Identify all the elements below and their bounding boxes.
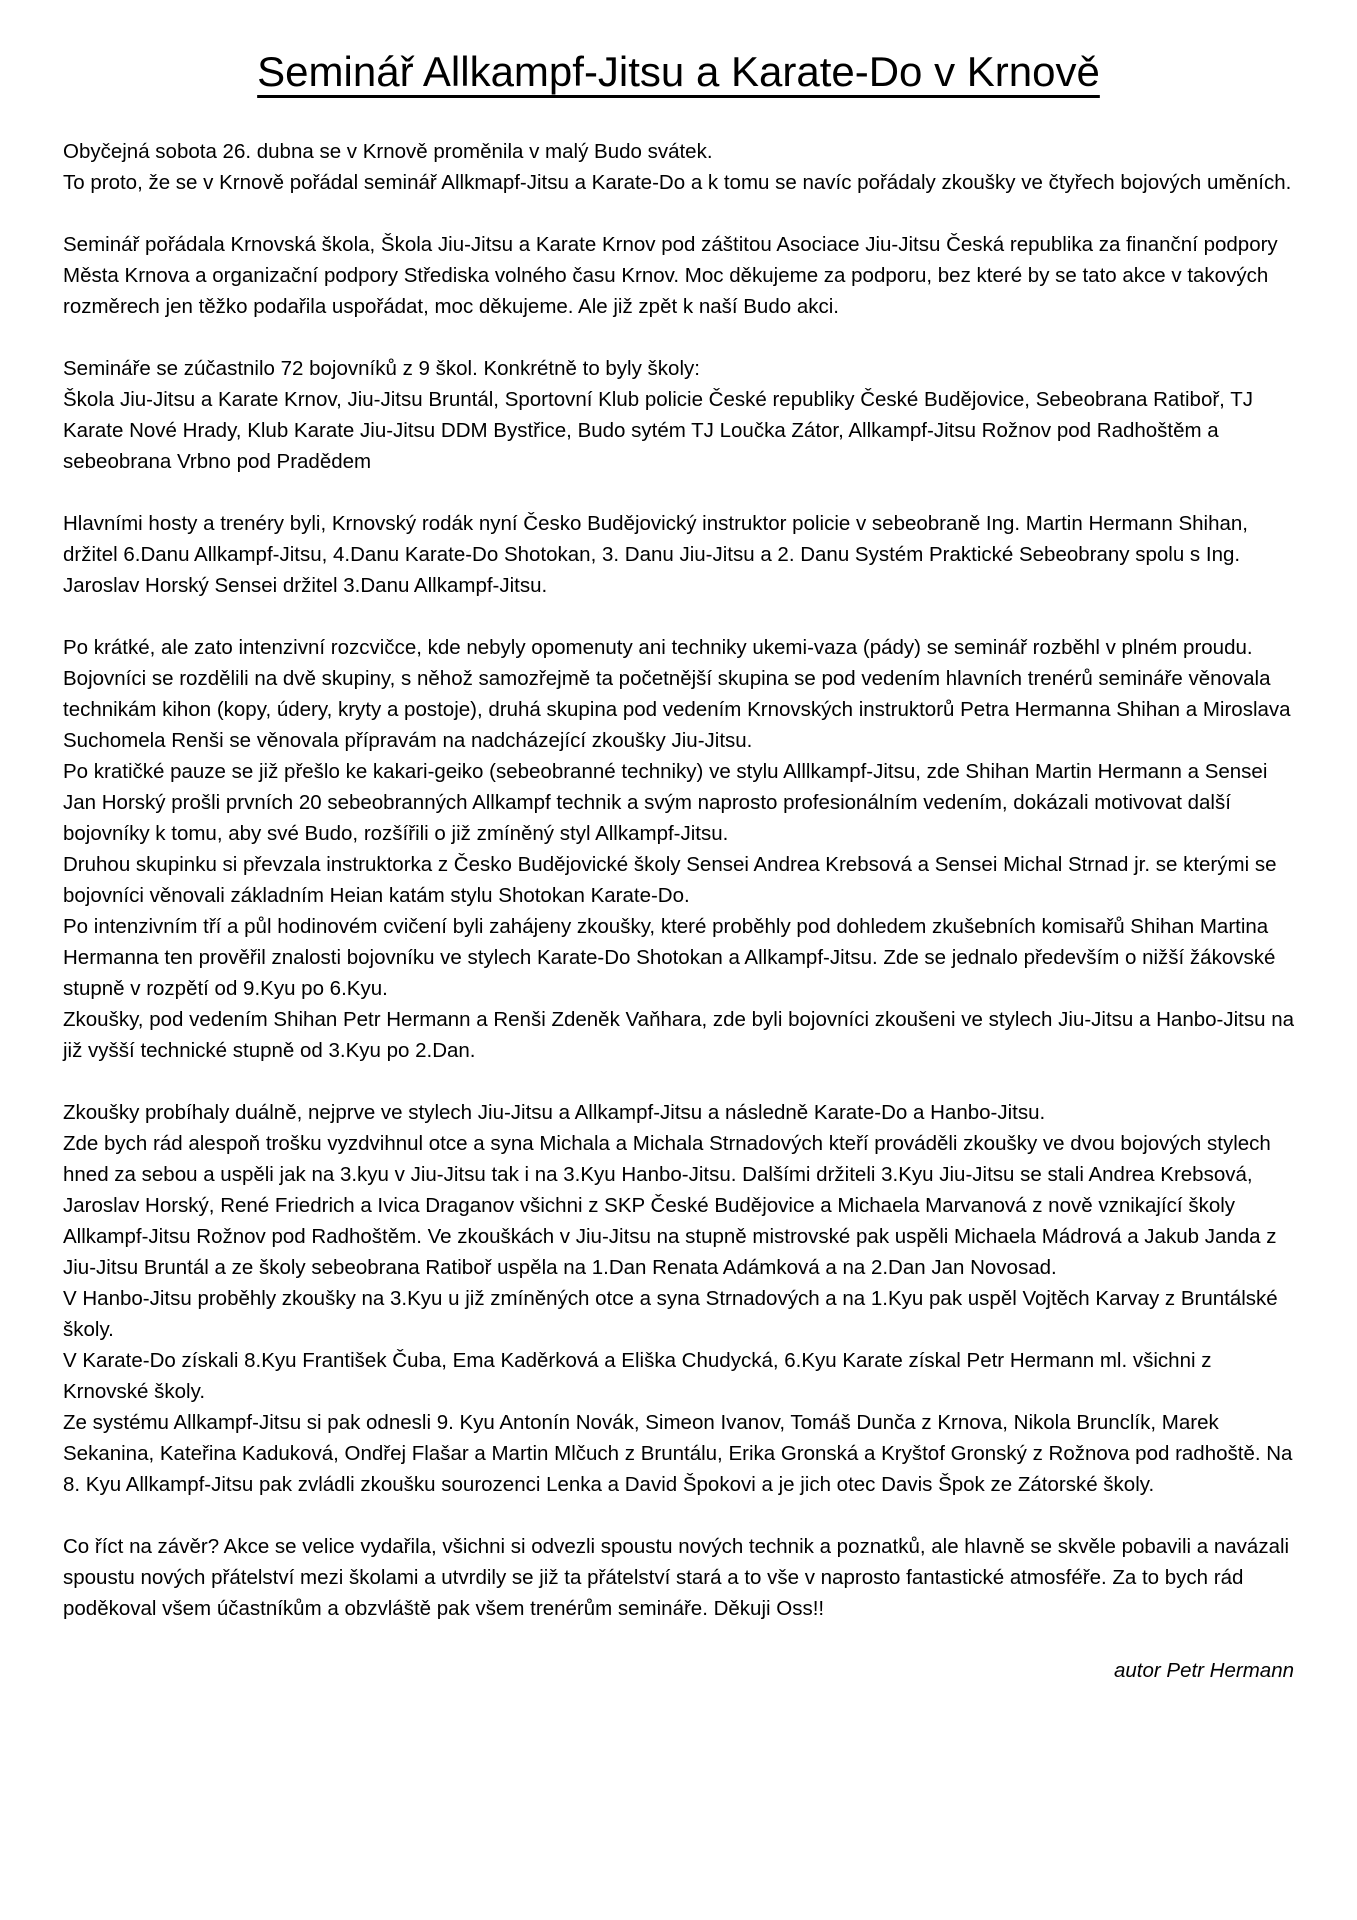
paragraph (63, 1097, 1294, 1500)
paragraph (63, 353, 1294, 477)
paragraph-line: Co říct na závěr? Akce se velice vydařila, všichni si odvezli spoustu nových technik a poznatků, ale hlavně se skvěle pobavili a navázali spoustu nových přátelství mezi školami a utvrdily se již ta přátelství stará a to vše v naprosto fantastické atmosféře. Za to bych rád poděkoval všem účastníkům a obzvláště pak všem trenérům semináře. Děkuji Oss!! (63, 1535, 1290, 1620)
paragraph-line: Po krátké, ale zato intenzivní rozcvičce, kde nebyly opomenuty ani techniky ukemi-vaza (pády) se seminář rozběhl v plném proudu. Bojovníci se rozdělili na dvě skupiny, s něhož samozřejmě ta početnější skupina se pod vedením hlavních trenérů semináře věnovala technikám kihon (kopy, údery, kryty a postoje), druhá skupina pod vedením Krnovských instruktorů Petra Hermanna Shihan a Miroslava Suchomela Renši se věnovala přípravám na nadcházející zkoušky Jiu-Jitsu. (63, 636, 1291, 752)
paragraph-line: Zde bych rád alespoň trošku vyzdvihnul otce a syna Michala a Michala Strnadových kteří prováděli zkoušky ve dvou bojových stylech hned za sebou a uspěli jak na 3.kyu v Jiu-Jitsu tak i na 3.Kyu Hanbo-Jitsu. Dalšími držiteli 3.Kyu Jiu-Jitsu se stali Andrea Krebsová, Jaroslav Horský, René Friedrich a Ivica Draganov všichni z SKP České Budějovice a Michaela Marvanová z nově vznikající školy Allkampf-Jitsu Rožnov pod Radhoštěm. Ve zkouškách v Jiu-Jitsu na stupně mistrovské pak uspěli Michaela Mádrová a Jakub Janda z Jiu-Jitsu Bruntál a ze školy sebeobrana Ratiboř uspěla na 1.Dan Renata Adámková a na 2.Dan Jan Novosad. (63, 1132, 1277, 1279)
paragraph (63, 508, 1294, 601)
paragraph-line: Po kratičké pauze se již přešlo ke kakari-geiko (sebeobranné techniky) ve stylu Alllkampf-Jitsu, zde Shihan Martin Hermann a Sensei Jan Horský prošli prvních 20 sebeobranných Allkampf technik a svým naprosto profesionálním vedením, dokázali motivovat další bojovníky k tomu, aby své Budo, rozšířili o již zmíněný styl Allkampf-Jitsu. (63, 760, 1268, 845)
paragraph (63, 1531, 1294, 1624)
paragraph-line: Zkoušky, pod vedením Shihan Petr Hermann a Renši Zdeněk Vaňhara, zde byli bojovníci zkoušeni ve stylech Jiu-Jitsu a Hanbo-Jitsu na již vyšší technické stupně od 3.Kyu po 2.Dan. (63, 1008, 1295, 1062)
paragraph (63, 229, 1294, 322)
paragraph (63, 632, 1294, 1066)
paragraph-line: Semináře se zúčastnilo 72 bojovníků z 9 škol. Konkrétně to byly školy: (63, 357, 700, 380)
document-paragraphs (63, 136, 1294, 1624)
paragraph-line: To proto, že se v Krnově pořádal seminář Allkmapf-Jitsu a Karate-Do a k tomu se navíc pořádaly zkoušky ve čtyřech bojových uměních. (63, 171, 1292, 194)
author-credit: autor Petr Hermann (1113, 1659, 1294, 1682)
paragraph-line: Seminář pořádala Krnovská škola, Škola Jiu-Jitsu a Karate Krnov pod záštitou Asociace Jiu-Jitsu Česká republika za finanční podpory Města Krnova a organizační podpory Střediska volného času Krnov. Moc děkujeme za podporu, bez které by se tato akce v takových rozměrech jen těžko podařila uspořádat, moc děkujeme. Ale již zpět k naší Budo akci. (63, 233, 1278, 318)
paragraph-line: Škola Jiu-Jitsu a Karate Krnov, Jiu-Jitsu Bruntál, Sportovní Klub policie České republiky České Budějovice, Sebeobrana Ratiboř, TJ Karate Nové Hrady, Klub Karate Jiu-Jitsu DDM Bystřice, Budo sytém TJ Loučka Zátor, Allkampf-Jitsu Rožnov pod Radhoštěm a sebeobrana Vrbno pod Pradědem (63, 388, 1253, 473)
document-title: Seminář Allkampf-Jitsu a Karate-Do v Krnově (257, 48, 1100, 95)
paragraph-line: V Karate-Do získali 8.Kyu František Čuba, Ema Kaděrková a Eliška Chudycká, 6.Kyu Karate získal Petr Hermann ml. všichni z Krnovské školy. (63, 1349, 1212, 1403)
paragraph-line: Po intenzivním tří a půl hodinovém cvičení byli zahájeny zkoušky, které proběhly pod dohledem zkušebních komisařů Shihan Martina Hermanna ten prověřil znalosti bojovníku ve stylech Karate-Do Shotokan a Allkampf-Jitsu. Zde se jednalo především o nižší žákovské stupně v rozpětí od 9.Kyu po 6.Kyu. (63, 915, 1276, 1000)
paragraph-line: Obyčejná sobota 26. dubna se v Krnově proměnila v malý Budo svátek. (63, 140, 713, 163)
paragraph-line: V Hanbo-Jitsu proběhly zkoušky na 3.Kyu u již zmíněných otce a syna Strnadových a na 1.Kyu pak uspěl Vojtěch Karvay z Bruntálské školy. (63, 1287, 1278, 1341)
paragraph-line: Druhou skupinku si převzala instruktorka z Česko Budějovické školy Sensei Andrea Krebsová a Sensei Michal Strnad jr. se kterými se bojovníci věnovali základním Heian katám stylu Shotokan Karate-Do. (63, 853, 1277, 907)
paragraph-line: Hlavními hosty a trenéry byli, Krnovský rodák nyní Česko Budějovický instruktor policie v sebeobraně Ing. Martin Hermann Shihan, držitel 6.Danu Allkampf-Jitsu, 4.Danu Karate-Do Shotokan, 3. Danu Jiu-Jitsu a 2. Danu Systém Praktické Sebeobrany spolu s Ing. Jaroslav Horský Sensei držitel 3.Danu Allkampf-Jitsu. (63, 512, 1248, 597)
paragraph (63, 136, 1294, 198)
paragraph-line: Ze systému Allkampf-Jitsu si pak odnesli 9. Kyu Antonín Novák, Simeon Ivanov, Tomáš Dunča z Krnova, Nikola Brunclík, Marek Sekanina, Kateřina Kaduková, Ondřej Flašar a Martin Mlčuch z Bruntálu, Erika Gronská a Kryštof Gronský z Rožnova pod radhoště. Na 8. Kyu Allkampf-Jitsu pak zvládli zkoušku sourozenci Lenka a David Špokovi a je jich otec Davis Špok ze Zátorské školy. (63, 1411, 1293, 1496)
paragraph-line: Zkoušky probíhaly duálně, nejprve ve stylech Jiu-Jitsu a Allkampf-Jitsu a následně Karate-Do a Hanbo-Jitsu. (63, 1101, 1046, 1124)
